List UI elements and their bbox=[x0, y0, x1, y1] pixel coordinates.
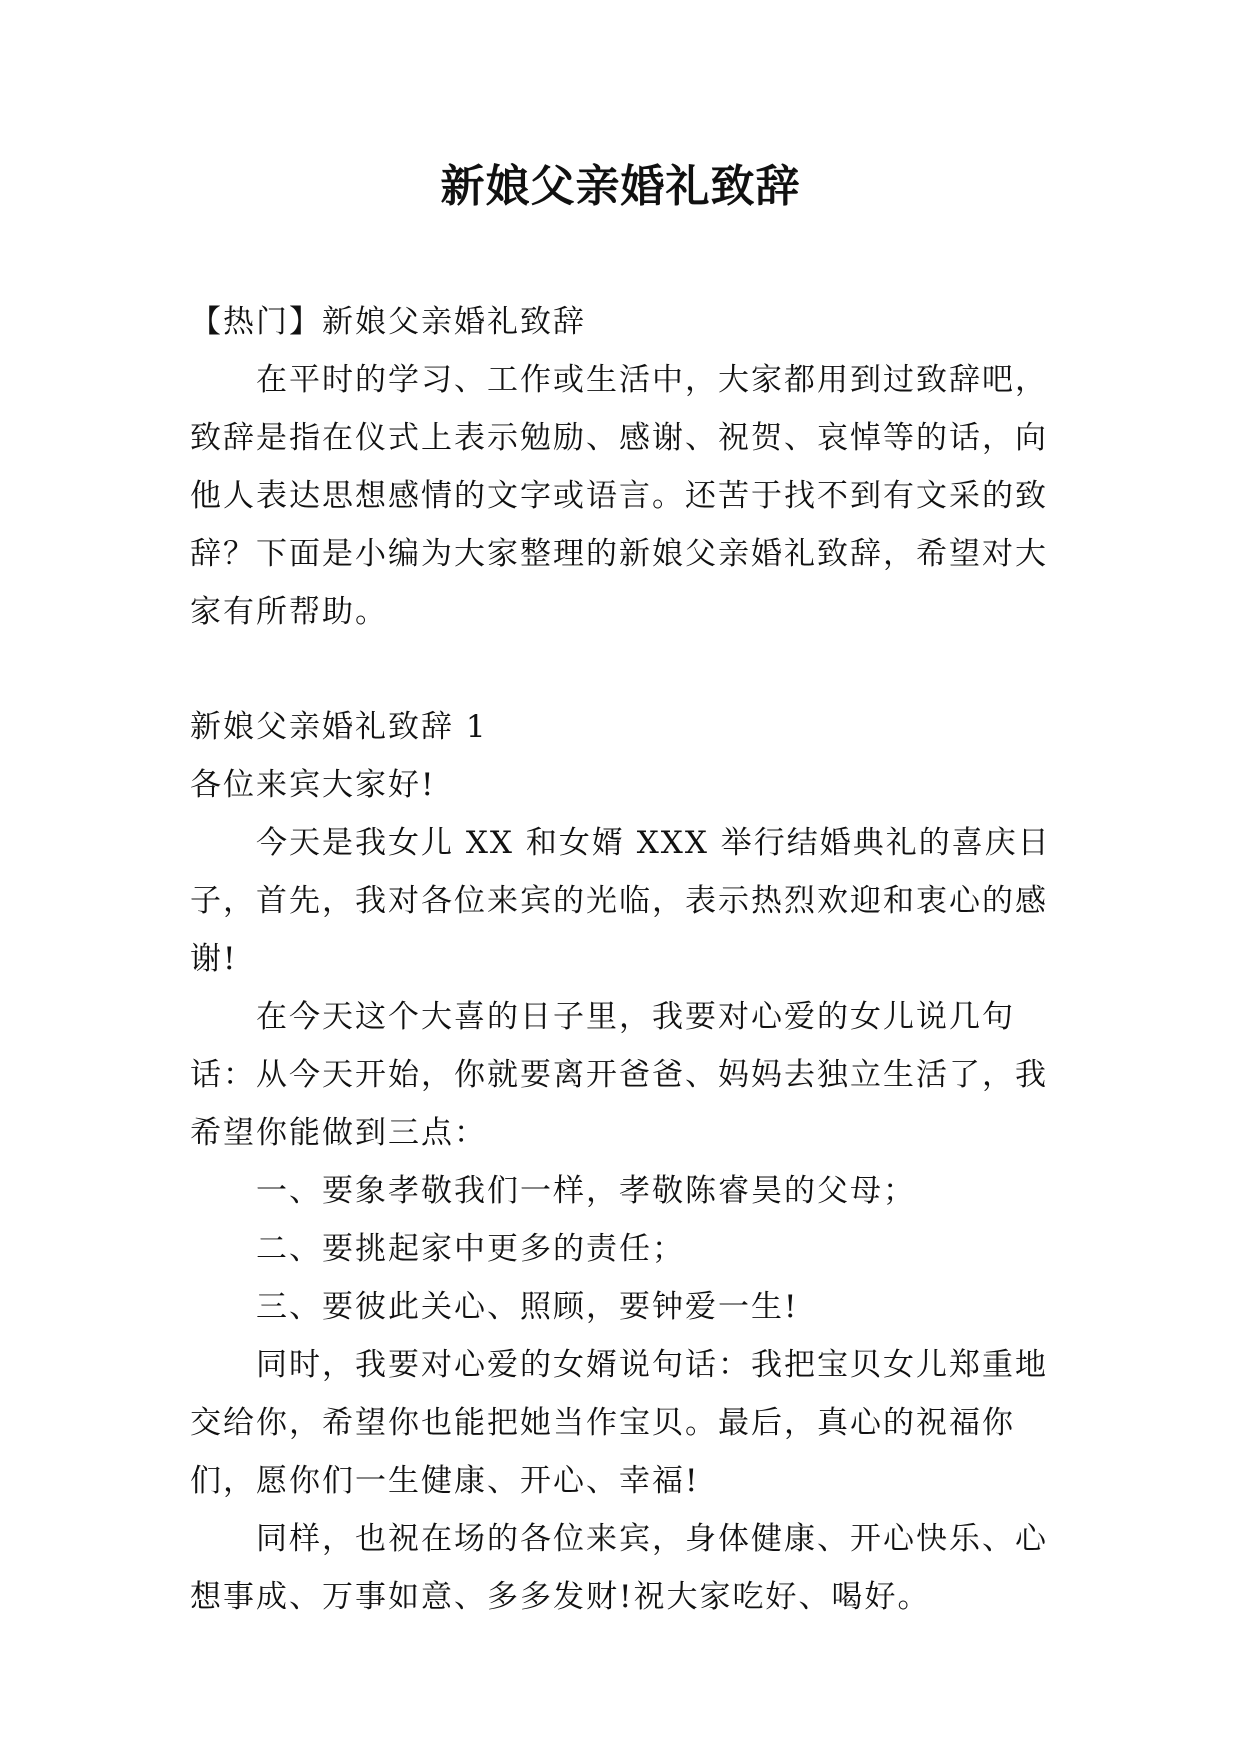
document-title: 新娘父亲婚礼致辞 bbox=[440, 161, 801, 212]
speech-greeting: 各位来宾大家好! bbox=[190, 767, 436, 803]
section-heading: 新娘父亲婚礼致辞 1 bbox=[190, 709, 488, 745]
speech-paragraph-1: 今天是我女儿 XX 和女婿 XXX 举行结婚典礼的喜庆日子，首先，我对各位来宾的光临，表示热烈欢迎和衷心的感谢! bbox=[190, 825, 1051, 977]
speech-paragraph-2: 在今天这个大喜的日子里，我要对心爱的女儿说几句话：从今天开始，你就要离开爸爸、妈妈去独立生活了，我希望你能做到三点： bbox=[190, 999, 1048, 1151]
speech-section-1 bbox=[190, 698, 1060, 1626]
intro-block bbox=[190, 293, 1060, 641]
speech-list-item-1: 一、要象孝敬我们一样，孝敬陈睿昊的父母； bbox=[256, 1173, 916, 1209]
speech-paragraph-4: 同样，也祝在场的各位来宾，身体健康、开心快乐、心想事成、万事如意、多多发财!祝大家吃好、喝好。 bbox=[190, 1521, 1048, 1615]
intro-paragraph: 在平时的学习、工作或生活中，大家都用到过致辞吧，致辞是指在仪式上表示勉励、感谢、祝贺、哀悼等的话，向他人表达思想感情的文字或语言。还苦于找不到有文采的致辞？下面是小编为大家整理的新娘父亲婚礼致辞，希望对大家有所帮助。 bbox=[190, 362, 1048, 630]
intro-tag-line: 【热门】新娘父亲婚礼致辞 bbox=[190, 304, 586, 340]
speech-paragraph-3: 同时，我要对心爱的女婿说句话：我把宝贝女儿郑重地交给你，希望你也能把她当作宝贝。最后，真心的祝福你们，愿你们一生健康、开心、幸福! bbox=[190, 1347, 1048, 1499]
speech-list-item-3: 三、要彼此关心、照顾，要钟爱一生! bbox=[256, 1289, 799, 1325]
speech-list-item-2: 二、要挑起家中更多的责任； bbox=[256, 1231, 685, 1267]
